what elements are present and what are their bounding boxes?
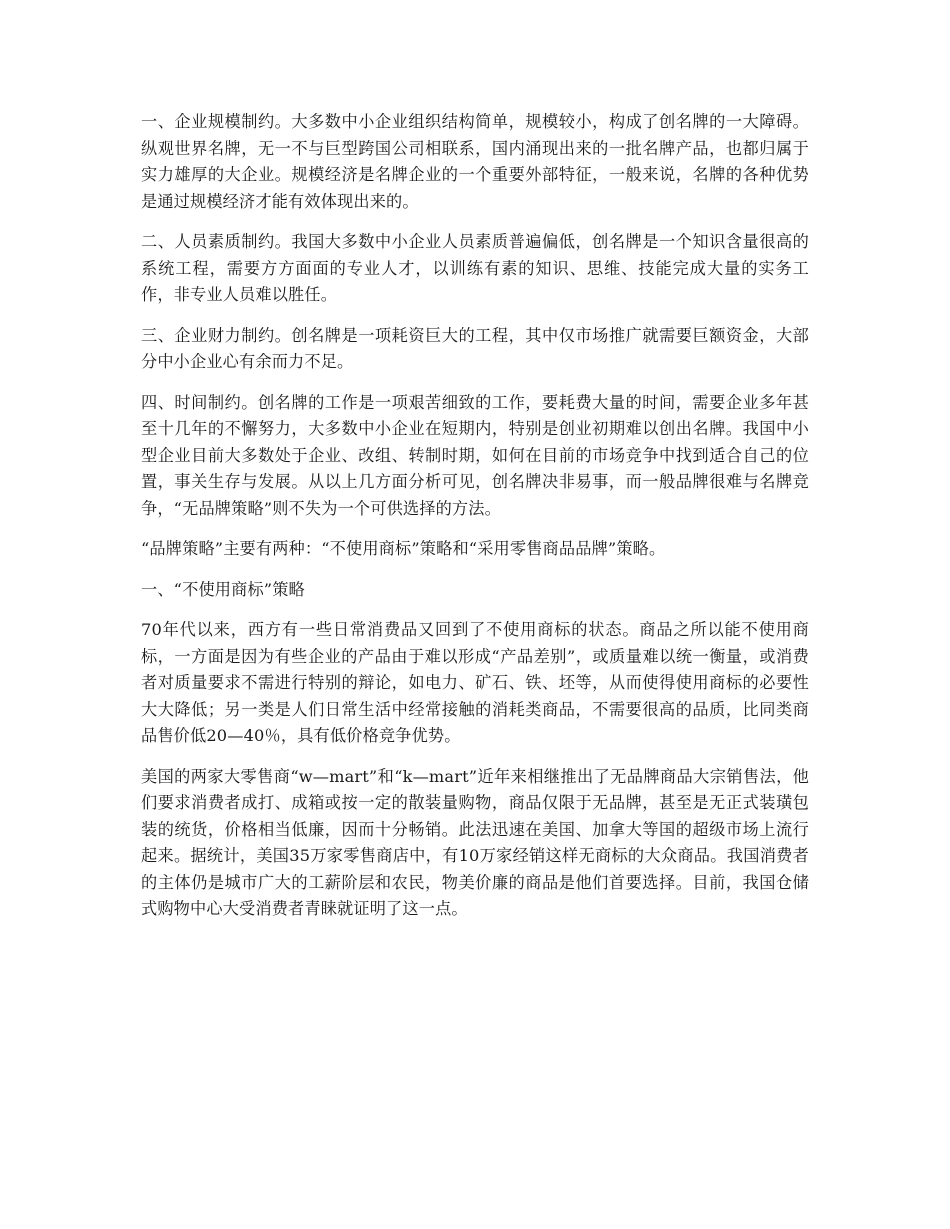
document-body	[141, 109, 809, 937]
paragraph-strategy-overview: “品牌策略”主要有两种：“不使用商标”策略和“采用零售商品品牌”策略。	[141, 539, 666, 558]
paragraph-scale-constraint: 一、企业规模制约。大多数中小企业组织结构简单，规模较小，构成了创名牌的一大障碍。纵观世界名牌，无一不与巨型跨国公司相联系，国内涌现出来的一批名牌产品，也都归属于实力雄厚的大企业。规模经济是名牌企业的一个重要外部特征，一般来说，名牌的各种优势是通过规模经济才能有效体现出来的。	[141, 112, 809, 211]
paragraph-no-trademark-history: 70年代以来，西方有一些日常消费品又回到了不使用商标的状态。商品之所以能不使用商标，一方面是因为有些企业的产品由于难以形成“产品差别”，或质量难以统一衡量，或消费者对质量要求不需进行特别的辩论，如电力、矿石、铁、坯等，从而使得使用商标的必要性大大降低；另一类是人们日常生活中经常接触的消耗类商品，不需要很高的品质，比同类商品售价低20—40％，具有低价格竞争优势。	[141, 620, 809, 745]
paragraph-personnel-constraint: 二、人员素质制约。我国大多数中小企业人员素质普遍偏低，创名牌是一个知识含量很高的系统工程，需要方方面面的专业人才，以训练有素的知识、思维、技能完成大量的实务工作，非专业人员难以胜任。	[141, 232, 809, 304]
paragraph-time-constraint: 四、时间制约。创名牌的工作是一项艰苦细致的工作，要耗费大量的时间，需要企业多年甚至十几年的不懈努力，大多数中小企业在短期内，特别是创业初期难以创出名牌。我国中小型企业目前大多数处于企业、改组、转制时期，如何在目前的市场竞争中找到适合自己的位置，事关生存与发展。从以上几方面分析可见，创名牌决非易事，而一般品牌很难与名牌竞争，“无品牌策略”则不失为一个可供选择的方法。	[141, 392, 809, 518]
paragraph-finance-constraint: 三、企业财力制约。创名牌是一项耗资巨大的工程，其中仅市场推广就需要巨额资金，大部分中小企业心有余而力不足。	[141, 325, 809, 371]
section-heading-no-trademark: 一、“不使用商标”策略	[141, 579, 305, 599]
paragraph-us-retailers: 美国的两家大零售商“w—mart”和“k—mart”近年来相继推出了无品牌商品大宗销售法，他们要求消费者成打、成箱或按一定的散装量购物，商品仅限于无品牌，甚至是无正式装璜包装的统货，价格相当低廉，因而十分畅销。此法迅速在美国、加拿大等国的超级市场上流行起来。据统计，美国35万家零售商店中，有10万家经销这样无商标的大众商品。我国消费者的主体仍是城市广大的工薪阶层和农民，物美价廉的商品是他们首要选择。目前，我国仓储式购物中心大受消费者青睐就证明了这一点。	[141, 766, 809, 918]
